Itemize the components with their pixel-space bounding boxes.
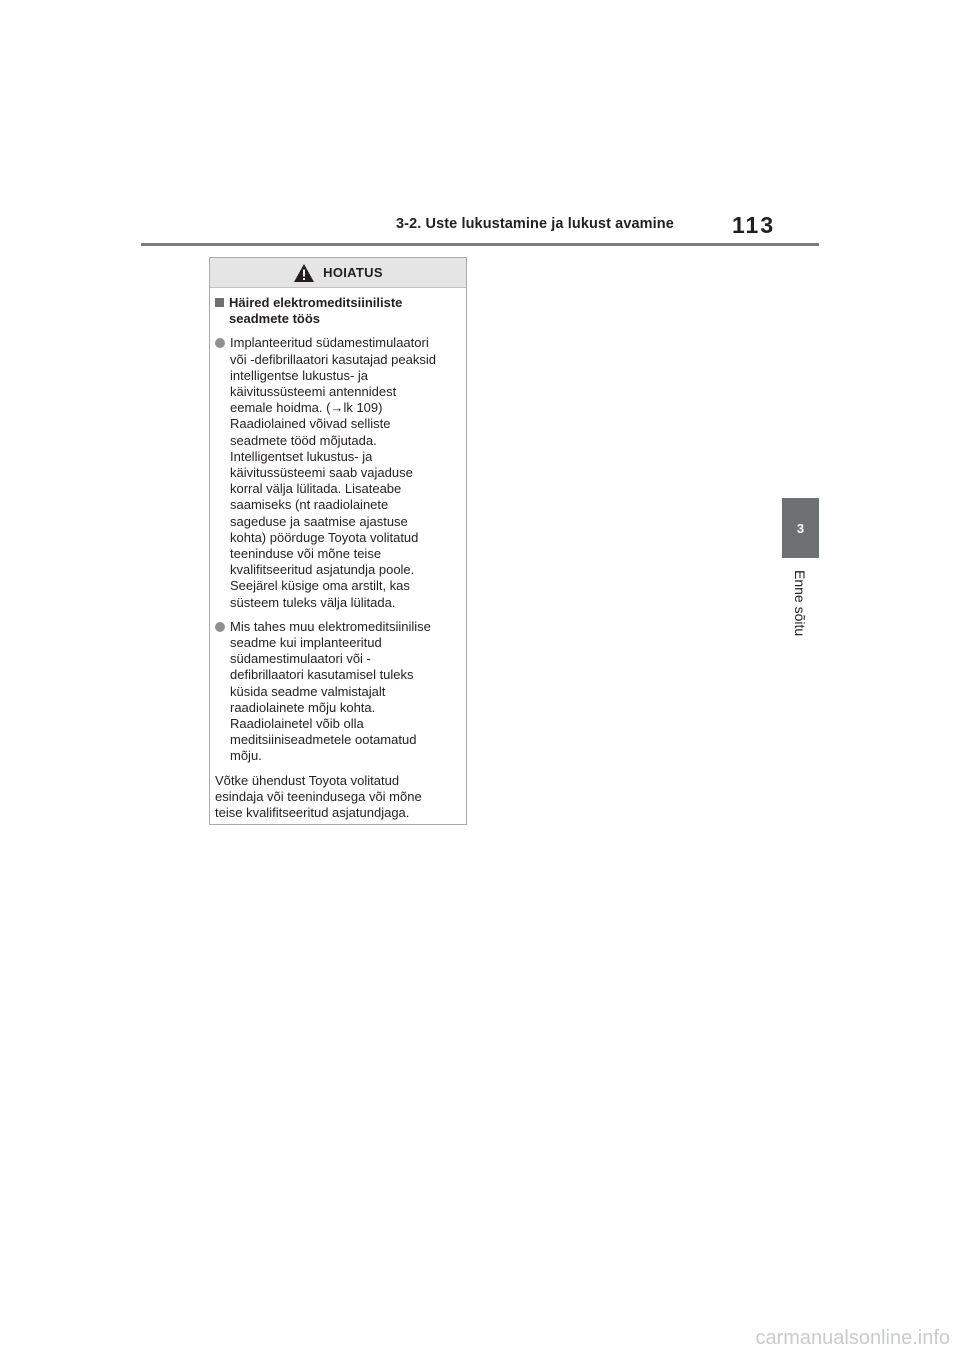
text-line: Mis tahes muu elektromeditsiinilise: [230, 618, 431, 634]
page-number: 113: [732, 212, 776, 238]
text-line: defibrillaatori kasutamisel tuleks: [230, 667, 414, 683]
warning-section-title: [215, 295, 460, 327]
text-line: Implanteeritud südamestimulaatori: [230, 335, 429, 351]
text-line: raadiolainete mõju kohta.: [230, 699, 376, 715]
text-line: küsida seadme valmistajalt: [230, 683, 386, 699]
section-title-line: seadmete töös: [229, 311, 321, 327]
text-line: teeninduse või mõne teise: [230, 546, 382, 562]
warning-item: [215, 335, 460, 610]
warning-header: [210, 258, 466, 288]
text-line: seadmete tööd mõjutada.: [230, 432, 377, 448]
header-rule: [141, 243, 819, 246]
warning-item-text: [230, 335, 460, 610]
chapter-tab[interactable]: [782, 498, 819, 558]
square-bullet-icon: [215, 298, 224, 307]
text-line: intelligentse lukustus- ja: [230, 367, 369, 383]
site-watermark: carmanualsonline.info: [755, 1327, 950, 1349]
warning-item: [215, 619, 460, 765]
warning-title: HOIATUS: [323, 265, 383, 280]
text-line: Intelligentset lukustus- ja: [230, 448, 373, 464]
warning-box: [209, 257, 467, 825]
text-line: käivitussüsteemi saab vajaduse: [230, 465, 413, 481]
text-line: kvalifitseeritud asjatundja poole.: [230, 562, 415, 578]
section-header-title: 3-2. Uste lukustamine ja lukust avamine: [396, 216, 674, 232]
warning-closing: [215, 773, 460, 822]
round-bullet-icon: [215, 338, 225, 348]
text-line: saamiseks (nt raadiolainete: [230, 497, 389, 513]
section-title-text: [229, 295, 402, 327]
text-line: kohta) pöörduge Toyota volitatud: [230, 529, 419, 545]
text-line: südamestimulaatori või -: [230, 651, 371, 667]
text-line: korral välja lülitada. Lisateabe: [230, 481, 402, 497]
text-line: sageduse ja saatmise ajastuse: [230, 513, 408, 529]
round-bullet-icon: [215, 622, 225, 632]
chapter-label: Enne sõitu: [792, 570, 808, 637]
text-line: käivitussüsteemi antennidest: [230, 384, 397, 400]
text-line: esindaja või teenindusega või mõne: [215, 788, 422, 804]
text-line: Seejärel küsige oma arstilt, kas: [230, 578, 410, 594]
section-title-line: Häired elektromeditsiiniliste: [229, 295, 403, 310]
text-line: süsteem tuleks välja lülitada.: [230, 594, 396, 610]
text-line: seadme kui implanteeritud: [230, 635, 382, 651]
warning-triangle-icon: [293, 263, 315, 283]
text-line: teise kvalifitseeritud asjatundjaga.: [215, 805, 410, 821]
warning-item-text: [230, 619, 460, 765]
text-line: Raadiolainetel võib olla: [230, 716, 364, 732]
chapter-number: 3: [796, 520, 805, 536]
text-line: või -defibrillaatori kasutajad peaksid: [230, 351, 436, 367]
text-line: eemale hoidma. (→lk 109): [230, 400, 383, 416]
text-line: Võtke ühendust Toyota volitatud: [215, 772, 400, 788]
text-line: meditsiiniseadmetele ootamatud: [230, 732, 417, 748]
text-line: mõju.: [230, 748, 262, 764]
text-line: Raadiolained võivad selliste: [230, 416, 391, 432]
warning-body: [210, 288, 466, 821]
